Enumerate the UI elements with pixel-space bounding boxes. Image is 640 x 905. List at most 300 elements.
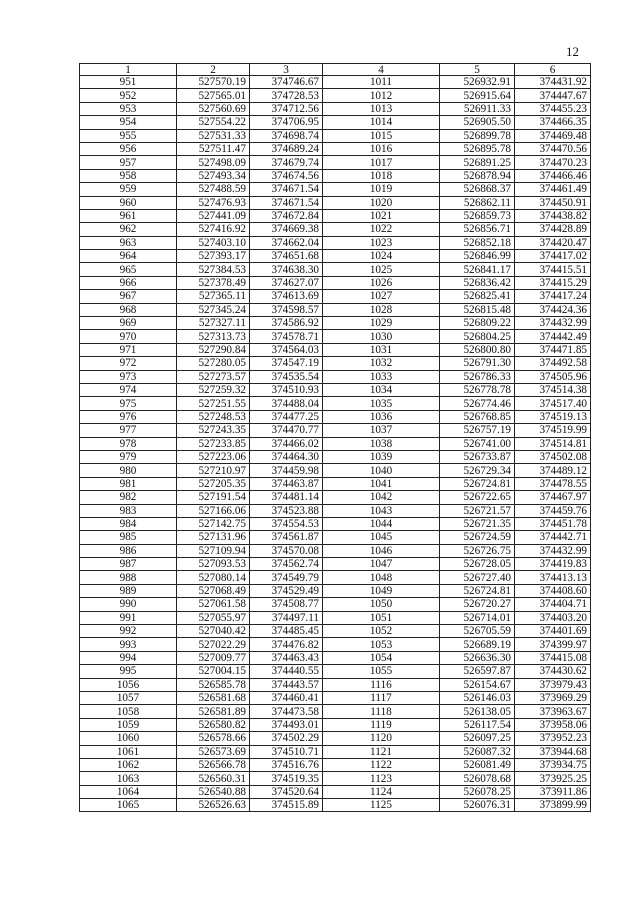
x-coordinate-cell: 527223.06 bbox=[177, 450, 250, 463]
point-number-cell: 1013 bbox=[323, 102, 440, 115]
point-number-cell: 1064 bbox=[80, 785, 177, 798]
point-number-cell: 981 bbox=[80, 477, 177, 490]
y-coordinate-cell: 373958.06 bbox=[515, 718, 591, 731]
x-coordinate-cell: 526597.87 bbox=[440, 665, 515, 678]
point-number-cell: 1022 bbox=[323, 223, 440, 236]
x-coordinate-cell: 526878.94 bbox=[440, 169, 515, 182]
point-number-cell: 983 bbox=[80, 504, 177, 517]
x-coordinate-cell: 526714.01 bbox=[440, 611, 515, 624]
y-coordinate-cell: 374451.78 bbox=[515, 517, 591, 530]
point-number-cell: 1033 bbox=[323, 370, 440, 383]
table-row bbox=[80, 718, 591, 731]
y-coordinate-cell: 374674.56 bbox=[250, 169, 323, 182]
x-coordinate-cell: 527345.24 bbox=[177, 303, 250, 316]
point-number-cell: 1021 bbox=[323, 209, 440, 222]
table-row bbox=[80, 183, 591, 196]
point-number-cell: 985 bbox=[80, 531, 177, 544]
table-row bbox=[80, 424, 591, 437]
table-row bbox=[80, 129, 591, 142]
x-coordinate-cell: 526757.19 bbox=[440, 424, 515, 437]
y-coordinate-cell: 373969.29 bbox=[515, 691, 591, 704]
table-row bbox=[80, 223, 591, 236]
point-number-cell: 958 bbox=[80, 169, 177, 182]
x-coordinate-cell: 527273.57 bbox=[177, 370, 250, 383]
x-coordinate-cell: 527040.42 bbox=[177, 625, 250, 638]
x-coordinate-cell: 527109.94 bbox=[177, 544, 250, 557]
y-coordinate-cell: 374689.24 bbox=[250, 142, 323, 155]
x-coordinate-cell: 527191.54 bbox=[177, 491, 250, 504]
x-coordinate-cell: 526727.40 bbox=[440, 571, 515, 584]
point-number-cell: 1040 bbox=[323, 464, 440, 477]
point-number-cell: 1025 bbox=[323, 263, 440, 276]
x-coordinate-cell: 526566.78 bbox=[177, 758, 250, 771]
point-number-cell: 1018 bbox=[323, 169, 440, 182]
y-coordinate-cell: 374564.03 bbox=[250, 343, 323, 356]
x-coordinate-cell: 526705.59 bbox=[440, 625, 515, 638]
table-row bbox=[80, 317, 591, 330]
table-row bbox=[80, 357, 591, 370]
y-coordinate-cell: 374413.13 bbox=[515, 571, 591, 584]
x-coordinate-cell: 526729.34 bbox=[440, 464, 515, 477]
y-coordinate-cell: 374502.29 bbox=[250, 732, 323, 745]
table-row bbox=[80, 625, 591, 638]
table-row bbox=[80, 450, 591, 463]
y-coordinate-cell: 374662.04 bbox=[250, 236, 323, 249]
point-number-cell: 1045 bbox=[323, 531, 440, 544]
y-coordinate-cell: 374463.87 bbox=[250, 477, 323, 490]
x-coordinate-cell: 526774.46 bbox=[440, 397, 515, 410]
point-number-cell: 960 bbox=[80, 196, 177, 209]
y-coordinate-cell: 374432.99 bbox=[515, 317, 591, 330]
y-coordinate-cell: 374478.55 bbox=[515, 477, 591, 490]
x-coordinate-cell: 527493.34 bbox=[177, 169, 250, 182]
point-number-cell: 1029 bbox=[323, 317, 440, 330]
table-row bbox=[80, 250, 591, 263]
point-number-cell: 957 bbox=[80, 156, 177, 169]
x-coordinate-cell: 526891.25 bbox=[440, 156, 515, 169]
y-coordinate-cell: 374547.19 bbox=[250, 357, 323, 370]
y-coordinate-cell: 374463.43 bbox=[250, 651, 323, 664]
point-number-cell: 973 bbox=[80, 370, 177, 383]
x-coordinate-cell: 527570.19 bbox=[177, 76, 250, 89]
table-row bbox=[80, 169, 591, 182]
point-number-cell: 953 bbox=[80, 102, 177, 115]
table-row bbox=[80, 732, 591, 745]
x-coordinate-cell: 527403.10 bbox=[177, 236, 250, 249]
point-number-cell: 1118 bbox=[323, 705, 440, 718]
x-coordinate-cell: 526721.57 bbox=[440, 504, 515, 517]
y-coordinate-cell: 374481.14 bbox=[250, 491, 323, 504]
point-number-cell: 971 bbox=[80, 343, 177, 356]
table-row bbox=[80, 544, 591, 557]
point-number-cell: 1122 bbox=[323, 758, 440, 771]
table-row bbox=[80, 665, 591, 678]
table-row bbox=[80, 758, 591, 771]
y-coordinate-cell: 374519.35 bbox=[250, 772, 323, 785]
table-row bbox=[80, 651, 591, 664]
y-coordinate-cell: 374492.58 bbox=[515, 357, 591, 370]
table-row bbox=[80, 558, 591, 571]
point-number-cell: 966 bbox=[80, 276, 177, 289]
x-coordinate-cell: 527004.15 bbox=[177, 665, 250, 678]
column-header: 2 bbox=[177, 64, 250, 76]
table-row bbox=[80, 504, 591, 517]
x-coordinate-cell: 526560.31 bbox=[177, 772, 250, 785]
y-coordinate-cell: 374473.58 bbox=[250, 705, 323, 718]
x-coordinate-cell: 527248.53 bbox=[177, 410, 250, 423]
y-coordinate-cell: 374502.08 bbox=[515, 450, 591, 463]
table-row bbox=[80, 370, 591, 383]
point-number-cell: 1014 bbox=[323, 116, 440, 129]
y-coordinate-cell: 374403.20 bbox=[515, 611, 591, 624]
y-coordinate-cell: 374712.56 bbox=[250, 102, 323, 115]
y-coordinate-cell: 374440.55 bbox=[250, 665, 323, 678]
y-coordinate-cell: 374432.99 bbox=[515, 544, 591, 557]
y-coordinate-cell: 374510.93 bbox=[250, 383, 323, 396]
table-row bbox=[80, 102, 591, 115]
table-row bbox=[80, 584, 591, 597]
table-row bbox=[80, 772, 591, 785]
x-coordinate-cell: 527233.85 bbox=[177, 437, 250, 450]
point-number-cell: 961 bbox=[80, 209, 177, 222]
point-number-cell: 1053 bbox=[323, 638, 440, 651]
x-coordinate-cell: 527061.58 bbox=[177, 598, 250, 611]
point-number-cell: 1026 bbox=[323, 276, 440, 289]
point-number-cell: 975 bbox=[80, 397, 177, 410]
point-number-cell: 1052 bbox=[323, 625, 440, 638]
x-coordinate-cell: 527327.11 bbox=[177, 317, 250, 330]
point-number-cell: 1060 bbox=[80, 732, 177, 745]
point-number-cell: 988 bbox=[80, 571, 177, 584]
point-number-cell: 1034 bbox=[323, 383, 440, 396]
x-coordinate-cell: 527022.29 bbox=[177, 638, 250, 651]
y-coordinate-cell: 374466.35 bbox=[515, 116, 591, 129]
x-coordinate-cell: 526800.80 bbox=[440, 343, 515, 356]
coordinates-table bbox=[79, 63, 591, 812]
x-coordinate-cell: 526724.81 bbox=[440, 477, 515, 490]
x-coordinate-cell: 527384.53 bbox=[177, 263, 250, 276]
y-coordinate-cell: 374598.57 bbox=[250, 303, 323, 316]
table-row bbox=[80, 263, 591, 276]
x-coordinate-cell: 527166.06 bbox=[177, 504, 250, 517]
point-number-cell: 979 bbox=[80, 450, 177, 463]
point-number-cell: 965 bbox=[80, 263, 177, 276]
x-coordinate-cell: 526862.11 bbox=[440, 196, 515, 209]
y-coordinate-cell: 374510.71 bbox=[250, 745, 323, 758]
x-coordinate-cell: 526768.85 bbox=[440, 410, 515, 423]
y-coordinate-cell: 374442.71 bbox=[515, 531, 591, 544]
point-number-cell: 1046 bbox=[323, 544, 440, 557]
point-number-cell: 986 bbox=[80, 544, 177, 557]
y-coordinate-cell: 374514.38 bbox=[515, 383, 591, 396]
column-header: 6 bbox=[515, 64, 591, 76]
point-number-cell: 1116 bbox=[323, 678, 440, 691]
x-coordinate-cell: 527205.35 bbox=[177, 477, 250, 490]
point-number-cell: 959 bbox=[80, 183, 177, 196]
y-coordinate-cell: 374549.79 bbox=[250, 571, 323, 584]
y-coordinate-cell: 374470.77 bbox=[250, 424, 323, 437]
point-number-cell: 980 bbox=[80, 464, 177, 477]
header-row bbox=[80, 64, 591, 76]
x-coordinate-cell: 526809.22 bbox=[440, 317, 515, 330]
y-coordinate-cell: 373925.25 bbox=[515, 772, 591, 785]
point-number-cell: 1042 bbox=[323, 491, 440, 504]
y-coordinate-cell: 374471.85 bbox=[515, 343, 591, 356]
point-number-cell: 1027 bbox=[323, 290, 440, 303]
x-coordinate-cell: 527093.53 bbox=[177, 558, 250, 571]
point-number-cell: 1035 bbox=[323, 397, 440, 410]
y-coordinate-cell: 374401.69 bbox=[515, 625, 591, 638]
x-coordinate-cell: 527365.11 bbox=[177, 290, 250, 303]
point-number-cell: 1054 bbox=[323, 651, 440, 664]
y-coordinate-cell: 374671.54 bbox=[250, 196, 323, 209]
x-coordinate-cell: 526856.71 bbox=[440, 223, 515, 236]
point-number-cell: 1028 bbox=[323, 303, 440, 316]
x-coordinate-cell: 526786.33 bbox=[440, 370, 515, 383]
x-coordinate-cell: 526846.99 bbox=[440, 250, 515, 263]
x-coordinate-cell: 526932.91 bbox=[440, 76, 515, 89]
table-row bbox=[80, 691, 591, 704]
point-number-cell: 956 bbox=[80, 142, 177, 155]
x-coordinate-cell: 526911.33 bbox=[440, 102, 515, 115]
y-coordinate-cell: 374466.02 bbox=[250, 437, 323, 450]
x-coordinate-cell: 526899.78 bbox=[440, 129, 515, 142]
point-number-cell: 1057 bbox=[80, 691, 177, 704]
x-coordinate-cell: 526778.78 bbox=[440, 383, 515, 396]
table-row bbox=[80, 196, 591, 209]
point-number-cell: 1044 bbox=[323, 517, 440, 530]
x-coordinate-cell: 526804.25 bbox=[440, 330, 515, 343]
y-coordinate-cell: 373952.23 bbox=[515, 732, 591, 745]
table-row bbox=[80, 531, 591, 544]
y-coordinate-cell: 374443.57 bbox=[250, 678, 323, 691]
point-number-cell: 995 bbox=[80, 665, 177, 678]
x-coordinate-cell: 526724.59 bbox=[440, 531, 515, 544]
x-coordinate-cell: 527251.55 bbox=[177, 397, 250, 410]
x-coordinate-cell: 526573.69 bbox=[177, 745, 250, 758]
x-coordinate-cell: 526078.25 bbox=[440, 785, 515, 798]
y-coordinate-cell: 374419.83 bbox=[515, 558, 591, 571]
y-coordinate-cell: 374561.87 bbox=[250, 531, 323, 544]
point-number-cell: 976 bbox=[80, 410, 177, 423]
y-coordinate-cell: 374651.68 bbox=[250, 250, 323, 263]
x-coordinate-cell: 526138.05 bbox=[440, 705, 515, 718]
point-number-cell: 963 bbox=[80, 236, 177, 249]
y-coordinate-cell: 374505.96 bbox=[515, 370, 591, 383]
table-row bbox=[80, 89, 591, 102]
x-coordinate-cell: 527476.93 bbox=[177, 196, 250, 209]
x-coordinate-cell: 527313.73 bbox=[177, 330, 250, 343]
point-number-cell: 969 bbox=[80, 317, 177, 330]
x-coordinate-cell: 527131.96 bbox=[177, 531, 250, 544]
point-number-cell: 1119 bbox=[323, 718, 440, 731]
table-row bbox=[80, 464, 591, 477]
point-number-cell: 1062 bbox=[80, 758, 177, 771]
point-number-cell: 1015 bbox=[323, 129, 440, 142]
point-number-cell: 1043 bbox=[323, 504, 440, 517]
y-coordinate-cell: 374467.97 bbox=[515, 491, 591, 504]
table-row bbox=[80, 437, 591, 450]
x-coordinate-cell: 526836.42 bbox=[440, 276, 515, 289]
point-number-cell: 962 bbox=[80, 223, 177, 236]
point-number-cell: 955 bbox=[80, 129, 177, 142]
table-row bbox=[80, 142, 591, 155]
point-number-cell: 1047 bbox=[323, 558, 440, 571]
y-coordinate-cell: 374459.98 bbox=[250, 464, 323, 477]
column-header: 1 bbox=[80, 64, 177, 76]
y-coordinate-cell: 374493.01 bbox=[250, 718, 323, 731]
x-coordinate-cell: 526636.30 bbox=[440, 651, 515, 664]
x-coordinate-cell: 527511.47 bbox=[177, 142, 250, 155]
y-coordinate-cell: 374476.82 bbox=[250, 638, 323, 651]
y-coordinate-cell: 374698.74 bbox=[250, 129, 323, 142]
x-coordinate-cell: 527080.14 bbox=[177, 571, 250, 584]
y-coordinate-cell: 374470.23 bbox=[515, 156, 591, 169]
point-number-cell: 1049 bbox=[323, 584, 440, 597]
x-coordinate-cell: 526825.41 bbox=[440, 290, 515, 303]
table-row bbox=[80, 343, 591, 356]
point-number-cell: 982 bbox=[80, 491, 177, 504]
point-number-cell: 1030 bbox=[323, 330, 440, 343]
y-coordinate-cell: 374488.04 bbox=[250, 397, 323, 410]
y-coordinate-cell: 374586.92 bbox=[250, 317, 323, 330]
y-coordinate-cell: 374485.45 bbox=[250, 625, 323, 638]
point-number-cell: 1037 bbox=[323, 424, 440, 437]
y-coordinate-cell: 374455.23 bbox=[515, 102, 591, 115]
point-number-cell: 972 bbox=[80, 357, 177, 370]
y-coordinate-cell: 374461.49 bbox=[515, 183, 591, 196]
x-coordinate-cell: 527565.01 bbox=[177, 89, 250, 102]
y-coordinate-cell: 373944.68 bbox=[515, 745, 591, 758]
x-coordinate-cell: 527068.49 bbox=[177, 584, 250, 597]
x-coordinate-cell: 526852.18 bbox=[440, 236, 515, 249]
y-coordinate-cell: 374516.76 bbox=[250, 758, 323, 771]
x-coordinate-cell: 526689.19 bbox=[440, 638, 515, 651]
y-coordinate-cell: 374520.64 bbox=[250, 785, 323, 798]
point-number-cell: 1023 bbox=[323, 236, 440, 249]
x-coordinate-cell: 526146.03 bbox=[440, 691, 515, 704]
table-row bbox=[80, 76, 591, 89]
y-coordinate-cell: 374438.82 bbox=[515, 209, 591, 222]
point-number-cell: 1125 bbox=[323, 799, 440, 812]
x-coordinate-cell: 526087.32 bbox=[440, 745, 515, 758]
point-number-cell: 967 bbox=[80, 290, 177, 303]
y-coordinate-cell: 374399.97 bbox=[515, 638, 591, 651]
x-coordinate-cell: 526117.54 bbox=[440, 718, 515, 731]
y-coordinate-cell: 374728.53 bbox=[250, 89, 323, 102]
point-number-cell: 1039 bbox=[323, 450, 440, 463]
y-coordinate-cell: 374470.56 bbox=[515, 142, 591, 155]
table-row bbox=[80, 209, 591, 222]
table-row bbox=[80, 303, 591, 316]
point-number-cell: 1120 bbox=[323, 732, 440, 745]
y-coordinate-cell: 374627.07 bbox=[250, 276, 323, 289]
y-coordinate-cell: 374562.74 bbox=[250, 558, 323, 571]
point-number-cell: 1038 bbox=[323, 437, 440, 450]
point-number-cell: 1011 bbox=[323, 76, 440, 89]
table-row bbox=[80, 705, 591, 718]
y-coordinate-cell: 374442.49 bbox=[515, 330, 591, 343]
point-number-cell: 1024 bbox=[323, 250, 440, 263]
x-coordinate-cell: 526726.75 bbox=[440, 544, 515, 557]
x-coordinate-cell: 527259.32 bbox=[177, 383, 250, 396]
table-row bbox=[80, 156, 591, 169]
y-coordinate-cell: 374613.69 bbox=[250, 290, 323, 303]
x-coordinate-cell: 527498.09 bbox=[177, 156, 250, 169]
y-coordinate-cell: 373934.75 bbox=[515, 758, 591, 771]
point-number-cell: 954 bbox=[80, 116, 177, 129]
table-row bbox=[80, 638, 591, 651]
table-row bbox=[80, 598, 591, 611]
y-coordinate-cell: 374430.62 bbox=[515, 665, 591, 678]
table-row bbox=[80, 745, 591, 758]
point-number-cell: 952 bbox=[80, 89, 177, 102]
x-coordinate-cell: 527393.17 bbox=[177, 250, 250, 263]
point-number-cell: 1041 bbox=[323, 477, 440, 490]
y-coordinate-cell: 374459.76 bbox=[515, 504, 591, 517]
point-number-cell: 1117 bbox=[323, 691, 440, 704]
x-coordinate-cell: 527280.05 bbox=[177, 357, 250, 370]
y-coordinate-cell: 374424.36 bbox=[515, 303, 591, 316]
y-coordinate-cell: 374508.77 bbox=[250, 598, 323, 611]
page-number: 12 bbox=[566, 44, 579, 59]
table-row bbox=[80, 477, 591, 490]
point-number-cell: 993 bbox=[80, 638, 177, 651]
table-row bbox=[80, 290, 591, 303]
y-coordinate-cell: 374460.41 bbox=[250, 691, 323, 704]
y-coordinate-cell: 374450.91 bbox=[515, 196, 591, 209]
y-coordinate-cell: 374415.08 bbox=[515, 651, 591, 664]
y-coordinate-cell: 374420.47 bbox=[515, 236, 591, 249]
column-header: 5 bbox=[440, 64, 515, 76]
y-coordinate-cell: 373963.67 bbox=[515, 705, 591, 718]
y-coordinate-cell: 374529.49 bbox=[250, 584, 323, 597]
x-coordinate-cell: 526841.17 bbox=[440, 263, 515, 276]
table-row bbox=[80, 571, 591, 584]
table-row bbox=[80, 236, 591, 249]
x-coordinate-cell: 526540.88 bbox=[177, 785, 250, 798]
x-coordinate-cell: 527243.35 bbox=[177, 424, 250, 437]
x-coordinate-cell: 526724.81 bbox=[440, 584, 515, 597]
y-coordinate-cell: 374408.60 bbox=[515, 584, 591, 597]
x-coordinate-cell: 526076.31 bbox=[440, 799, 515, 812]
x-coordinate-cell: 527055.97 bbox=[177, 611, 250, 624]
point-number-cell: 1055 bbox=[323, 665, 440, 678]
table-row bbox=[80, 330, 591, 343]
y-coordinate-cell: 374578.71 bbox=[250, 330, 323, 343]
point-number-cell: 1019 bbox=[323, 183, 440, 196]
point-number-cell: 1032 bbox=[323, 357, 440, 370]
point-number-cell: 1123 bbox=[323, 772, 440, 785]
table-row bbox=[80, 397, 591, 410]
x-coordinate-cell: 526733.87 bbox=[440, 450, 515, 463]
x-coordinate-cell: 527531.33 bbox=[177, 129, 250, 142]
point-number-cell: 1056 bbox=[80, 678, 177, 691]
y-coordinate-cell: 374519.13 bbox=[515, 410, 591, 423]
y-coordinate-cell: 374638.30 bbox=[250, 263, 323, 276]
point-number-cell: 994 bbox=[80, 651, 177, 664]
y-coordinate-cell: 374671.54 bbox=[250, 183, 323, 196]
point-number-cell: 970 bbox=[80, 330, 177, 343]
x-coordinate-cell: 526078.68 bbox=[440, 772, 515, 785]
y-coordinate-cell: 374404.71 bbox=[515, 598, 591, 611]
point-number-cell: 1059 bbox=[80, 718, 177, 731]
y-coordinate-cell: 374417.24 bbox=[515, 290, 591, 303]
y-coordinate-cell: 374497.11 bbox=[250, 611, 323, 624]
x-coordinate-cell: 526526.63 bbox=[177, 799, 250, 812]
x-coordinate-cell: 526581.89 bbox=[177, 705, 250, 718]
x-coordinate-cell: 527560.69 bbox=[177, 102, 250, 115]
